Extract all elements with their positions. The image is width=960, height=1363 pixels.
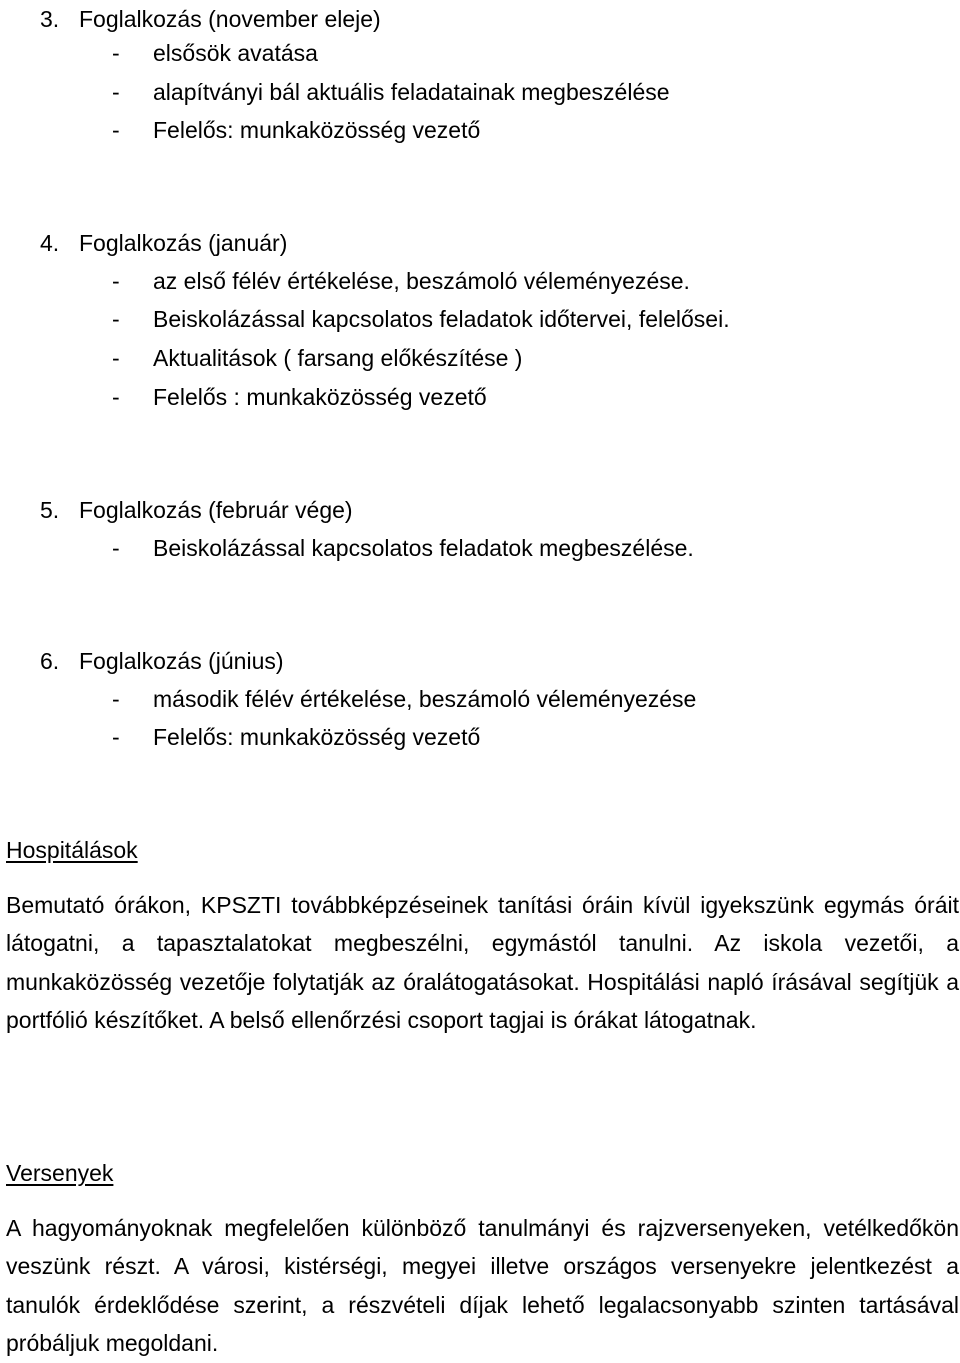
list-dash: - [112, 268, 120, 294]
list-item-text: Felelős : munkaközösség vezető [153, 384, 487, 410]
list-item-text: második félév értékelése, beszámoló véleményezése [153, 686, 697, 712]
session-title: Foglalkozás (június) [79, 648, 284, 674]
list-item-text: Beiskolázással kapcsolatos feladatok időtervei, felelősei. [153, 306, 730, 332]
list-item-text: alapítványi bál aktuális feladatainak megbeszélése [153, 79, 670, 105]
session-number: 6. [40, 648, 60, 674]
session-title: Foglalkozás (január) [79, 230, 288, 256]
list-item-text: Beiskolázással kapcsolatos feladatok megbeszélése. [153, 535, 694, 561]
session-number: 4. [40, 230, 60, 256]
list-dash: - [112, 40, 120, 66]
hospitalasok-heading: Hospitálások [6, 837, 138, 863]
session-number: 5. [40, 497, 60, 523]
list-dash: - [112, 117, 120, 143]
list-dash: - [112, 345, 120, 371]
versenyek-paragraph: A hagyományoknak megfelelően különböző tanulmányi és rajzversenyeken, vetélkedőkön veszünk részt. A városi, kistérségi, megyei illetve országos versenyekre jelentkezést a tanulók érdeklődése szerint, a részvételi díjak lehető legalacsonyabb szinten tartásával próbáljuk megoldani. [6, 1215, 959, 1357]
session-number: 3. [40, 6, 60, 32]
list-item-text: Felelős: munkaközösség vezető [153, 724, 481, 750]
list-item-text: az első félév értékelése, beszámoló véleményezése. [153, 268, 690, 294]
list-item-text: Aktualitások ( farsang előkészítése ) [153, 345, 523, 371]
list-dash: - [112, 384, 120, 410]
list-dash: - [112, 686, 120, 712]
versenyek-heading: Versenyek [6, 1160, 114, 1186]
list-item-text: Felelős: munkaközösség vezető [153, 117, 481, 143]
list-item-text: elsősök avatása [153, 40, 318, 66]
session-title: Foglalkozás (november eleje) [79, 6, 381, 32]
session-title: Foglalkozás (február vége) [79, 497, 353, 523]
list-dash: - [112, 535, 120, 561]
list-dash: - [112, 306, 120, 332]
hospitalasok-paragraph: Bemutató órákon, KPSZTI továbbképzéseinek tanítási óráin kívül igyekszünk egymás óráit látogatni, a tapasztalatokat megbeszélni, egymástól tanulni. Az iskola vezetői, a munkaközösség vezetője folytatják az óralátogatásokat. Hospitálási napló írásával segítjük a portfólió készítőket. A belső ellenőrzési csoport tagjai is órákat látogatnak. [6, 892, 959, 1034]
list-dash: - [112, 724, 120, 750]
list-dash: - [112, 79, 120, 105]
